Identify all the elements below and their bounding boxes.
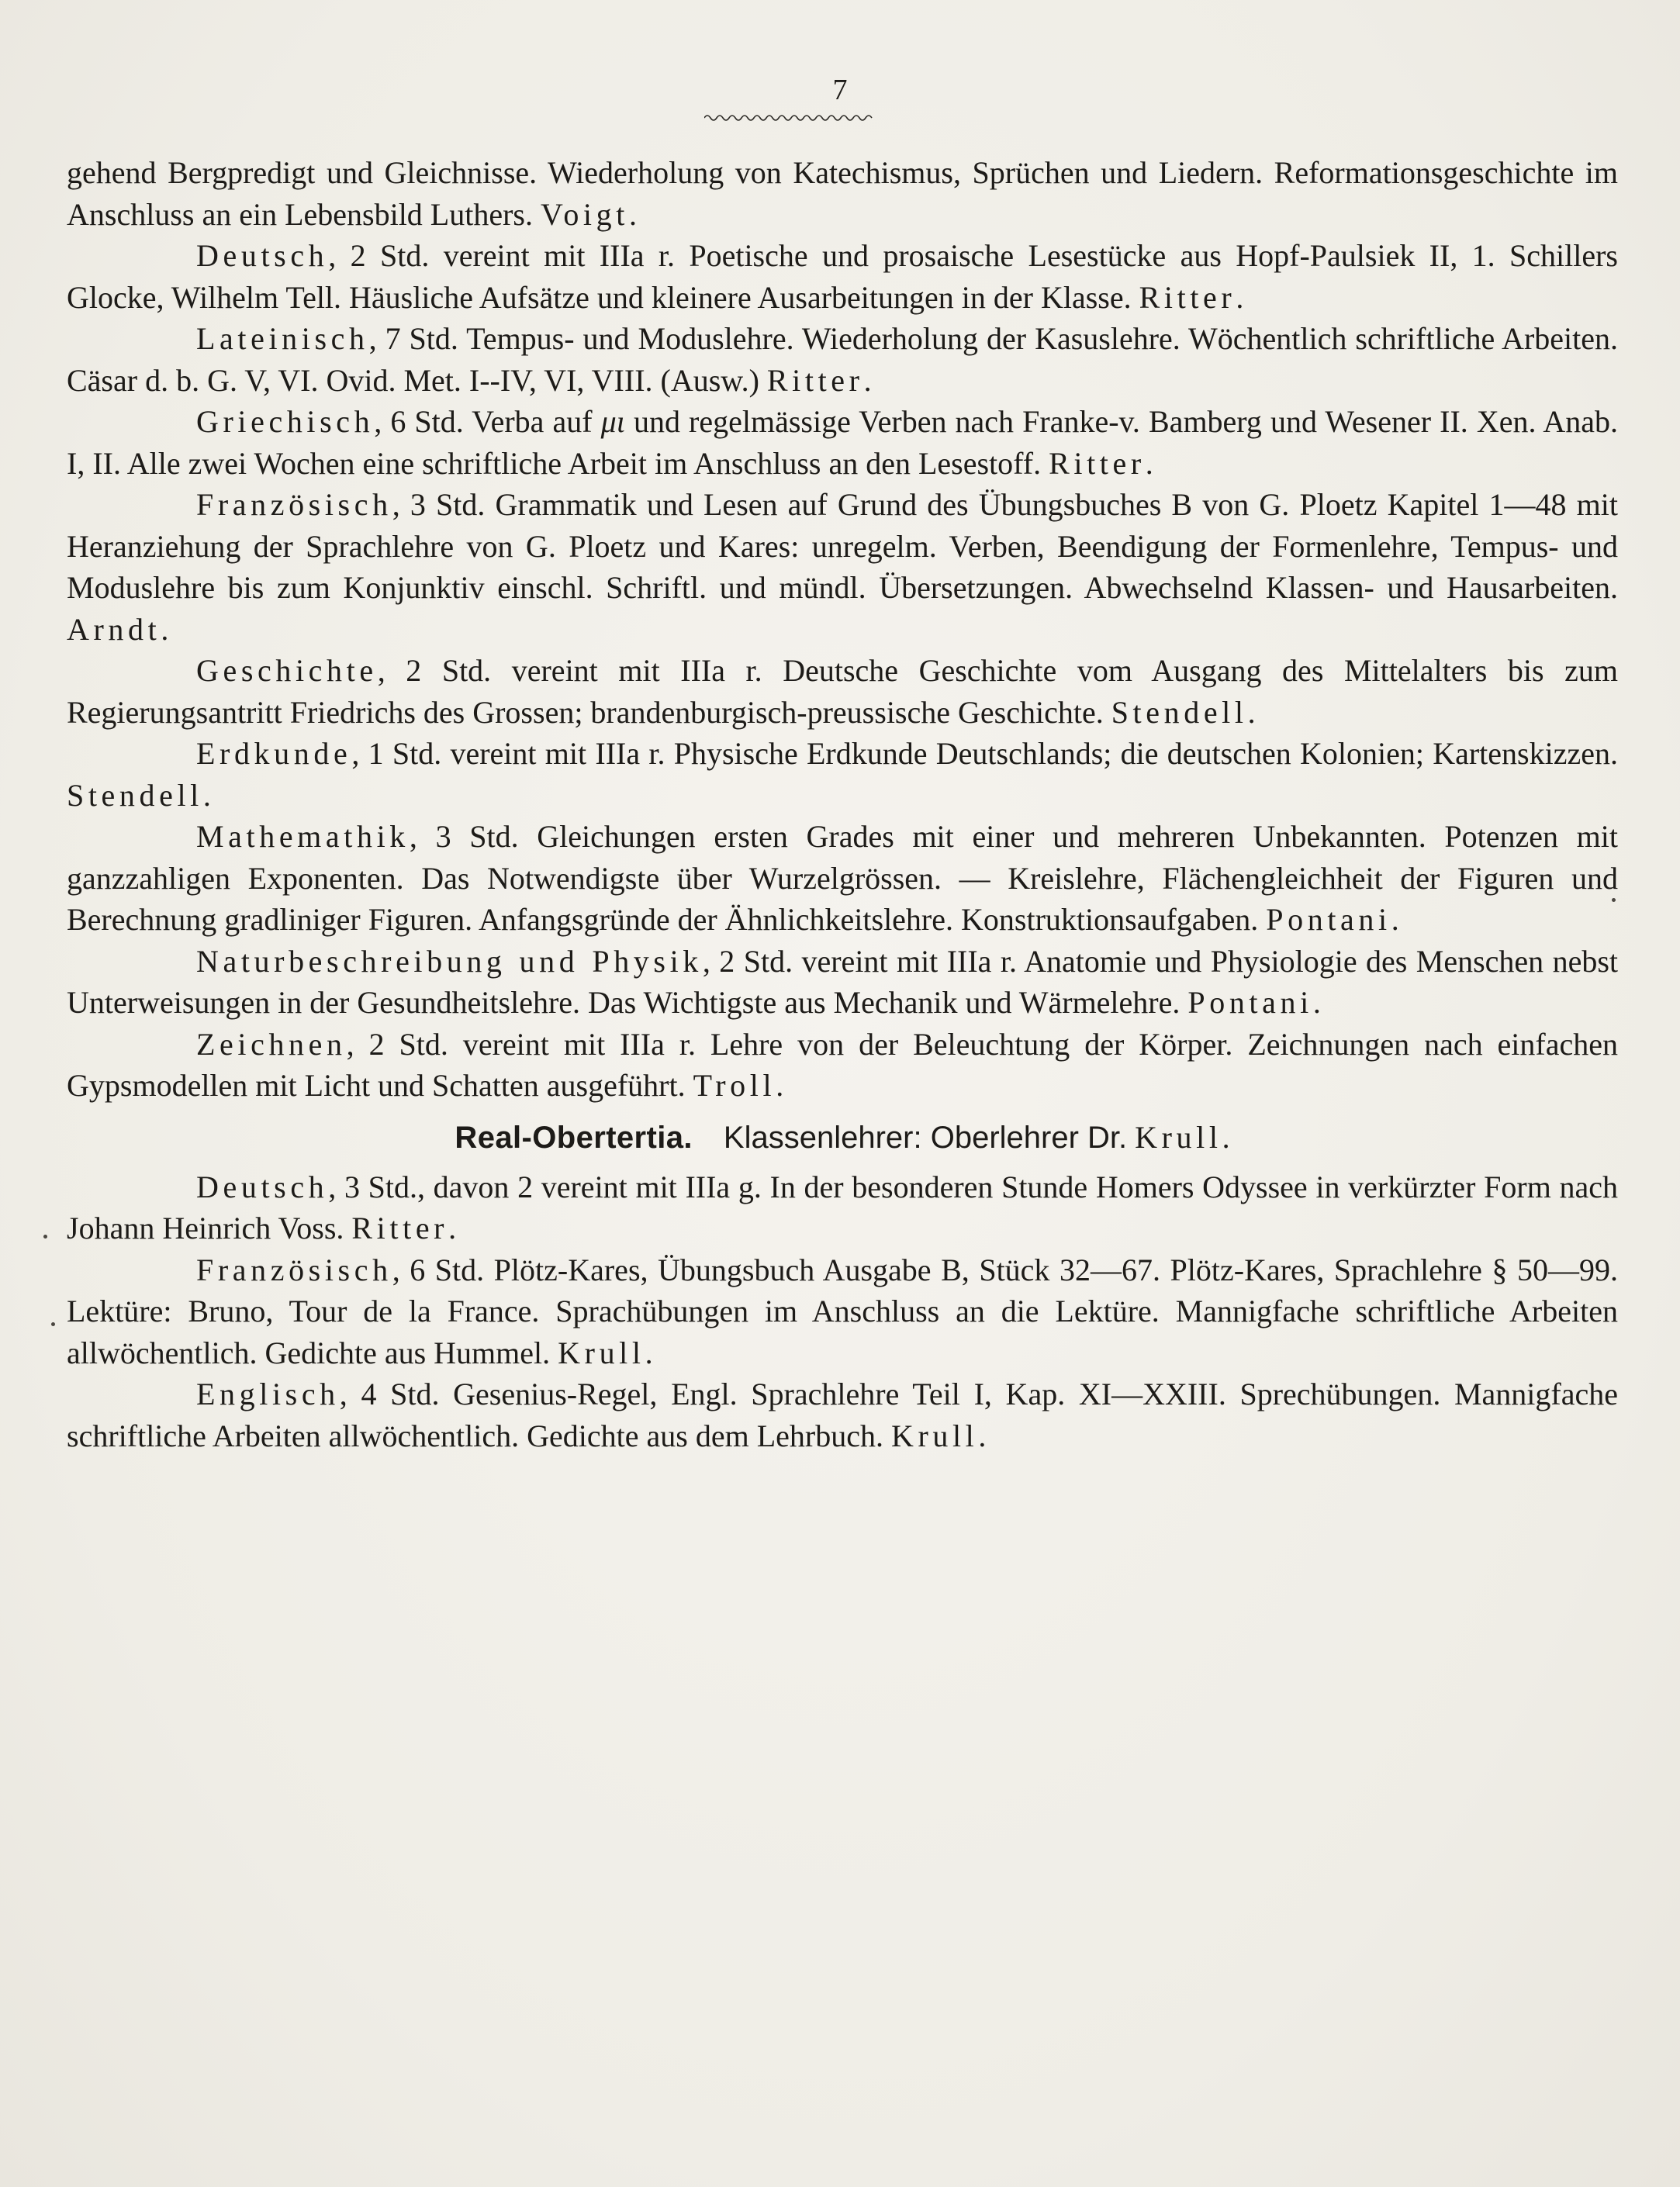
text-run: , 2 Std. vereint mit IIIa r. Anatomie und Physiologie des Menschen nebst Unterweisungen in der Gesundheitslehre. Das Wichtigste aus Mechanik und Wärmelehre. bbox=[67, 943, 1618, 1020]
text-run: , 4 Std. Gesenius-Regel, Engl. Sprachlehre Teil I, Kap. XI—XXIII. Sprechübungen. Mannigfache schriftliche Arbeiten allwöchentlich. Gedichte aus dem Lehrbuch. bbox=[67, 1377, 1618, 1453]
spaced-name: Ritter bbox=[351, 1211, 449, 1246]
spaced-name: Englisch bbox=[196, 1377, 340, 1411]
spaced-name: Stendell bbox=[67, 777, 203, 813]
speck-mark bbox=[43, 1235, 47, 1239]
text-run: , 3 Std. Gleichungen ersten Grades mit einer und mehreren Unbekannten. Potenzen mit ganzzahligen Exponenten. Das Notwendigste über Wurzelgrössen. — Kreislehre, Flächengleichheit der Figuren und Berechnung gradliniger Figuren. Anfangsgründe der Ähnlichkeitslehre. Konstruktionsaufgaben. bbox=[67, 819, 1618, 937]
spaced-name: Stendell bbox=[1111, 694, 1248, 730]
section-title: Real-Obertertia. bbox=[455, 1120, 693, 1155]
text-run: . bbox=[863, 362, 872, 398]
text-run: , 7 Std. Tempus- und Moduslehre. Wiederholung der Kasuslehre. Wöchentlich schriftliche Arbeiten. Cäsar d. b. G. V, VI. Ovid. Met. I--IV, VI, VIII. (Ausw.) bbox=[67, 321, 1618, 398]
document-body bbox=[67, 152, 1618, 1456]
class-teacher-label: Klassenlehrer: Oberlehrer Dr. bbox=[723, 1120, 1128, 1155]
class-curriculum-upper bbox=[67, 152, 1618, 1107]
paragraph-erdkunde bbox=[67, 733, 1618, 816]
greek-text: μι bbox=[600, 404, 625, 439]
spaced-name: Krull bbox=[890, 1418, 979, 1453]
text-run: , 3 Std., davon 2 vereint mit IIIa g. In der besonderen Stunde Homers Odyssee in verkürzter Form nach Johann Heinrich Voss. bbox=[67, 1169, 1618, 1246]
paragraph-religion-continued bbox=[67, 152, 1618, 235]
paragraph-deutsch bbox=[67, 235, 1618, 318]
spaced-name: Geschichte bbox=[196, 653, 378, 688]
paragraph-zeichnen bbox=[67, 1024, 1618, 1107]
spaced-name: Pontani bbox=[1187, 985, 1313, 1020]
wavy-ornament bbox=[704, 112, 873, 123]
paragraph-lateinisch bbox=[67, 318, 1618, 401]
spaced-name: Ritter bbox=[766, 362, 864, 398]
text-run: , 1 Std. vereint mit IIIa r. Physische Erdkunde Deutschlands; die deutschen Kolonien; Kartenskizzen. bbox=[351, 736, 1618, 771]
section-end: . bbox=[1222, 1119, 1230, 1155]
text-run: und regelmässige Verben nach Franke-v. Bamberg und Wesener II. Xen. Anab. I, II. Alle zwei Wochen eine schriftliche Arbeit im Anschluss an den Lesestoff. bbox=[67, 404, 1618, 481]
text-run: . bbox=[1236, 279, 1244, 315]
text-run: , 2 Std. vereint mit IIIa r. Lehre von der Beleuchtung der Körper. Zeichnungen nach einfachen Gypsmodellen mit Licht und Schatten ausgeführt. bbox=[67, 1026, 1618, 1103]
text-run: , 2 Std. vereint mit IIIa r. Deutsche Geschichte vom Ausgang des Mittelalters bis zum Regierungsantritt Friedrichs des Grossen; brandenburgisch-preussische Geschichte. bbox=[67, 653, 1618, 730]
spaced-name: Französisch bbox=[196, 487, 392, 522]
paragraph-ot-englisch bbox=[67, 1373, 1618, 1456]
text-run: , 3 Std. Grammatik und Lesen auf Grund des Übungsbuches B von G. Ploetz Kapitel 1—48 mit Heranziehung der Sprachlehre von G. Ploetz und Kares: unregelm. Verben, Beendigung der Formenlehre, Tempus- und Moduslehre bis zum Konjunktiv einschl. Schriftl. und mündl. Übersetzungen. Abwechselnd Klassen- und Hausarbeiten. bbox=[67, 487, 1618, 605]
text-run: , 6 Std. Plötz-Kares, Übungsbuch Ausgabe B, Stück 32—67. Plötz-Kares, Sprachlehre § 50—99. Lektüre: Bruno, Tour de la France. Sprachübungen im Anschluss an die Lektüre. Mannigfache schriftliche Arbeiten allwöchentlich. Gedichte aus Hummel. bbox=[67, 1252, 1618, 1370]
paragraph-geschichte bbox=[67, 650, 1618, 733]
paragraph-ot-franzoesisch bbox=[67, 1249, 1618, 1374]
page-number: 7 bbox=[832, 74, 848, 106]
paragraph-griechisch bbox=[67, 401, 1618, 484]
text-run: . bbox=[202, 777, 211, 813]
text-run: . bbox=[448, 1211, 457, 1246]
spaced-name: Naturbeschreibung und Physik bbox=[196, 943, 703, 979]
spaced-name: Deutsch bbox=[196, 1169, 329, 1204]
paragraph-franzoesisch bbox=[67, 484, 1618, 650]
spaced-name: Französisch bbox=[196, 1252, 392, 1287]
text-run: . bbox=[1312, 985, 1321, 1020]
spaced-name: Pontani bbox=[1266, 902, 1391, 937]
text-run: , 6 Std. Verba auf bbox=[374, 404, 601, 439]
text-run: . bbox=[776, 1068, 784, 1103]
spaced-name: Mathemathik bbox=[196, 819, 410, 854]
spaced-name: Erdkunde bbox=[196, 736, 352, 771]
text-run: . bbox=[978, 1418, 987, 1453]
spaced-name: Voigt bbox=[541, 196, 629, 232]
text-run: . bbox=[628, 196, 637, 232]
text-run: . bbox=[161, 611, 169, 647]
spaced-name: Deutsch bbox=[196, 238, 329, 273]
paragraph-naturbeschreibung bbox=[67, 941, 1618, 1024]
spaced-name: Ritter bbox=[1049, 445, 1146, 481]
text-run: , 2 Std. vereint mit IIIa r. Poetische und prosaische Lesestücke aus Hopf-Paulsiek II, 1. Schillers Glocke, Wilhelm Tell. Häusliche Aufsätze und kleinere Ausarbeitungen in der Klasse. bbox=[67, 238, 1618, 315]
spaced-name: Troll bbox=[693, 1068, 776, 1103]
spaced-name: Zeichnen bbox=[196, 1026, 347, 1062]
text-run: gehend Bergpredigt und Gleichnisse. Wiederholung von Katechismus, Sprüchen und Liedern. Reformationsgeschichte im Anschluss an ein Lebensbild Luthers. bbox=[67, 155, 1618, 232]
speck-mark bbox=[1612, 898, 1616, 902]
spaced-name: Ritter bbox=[1139, 279, 1236, 315]
text-run: . bbox=[645, 1335, 653, 1370]
speck-mark bbox=[51, 1322, 55, 1326]
section-heading bbox=[67, 1118, 1618, 1158]
text-run: . bbox=[1247, 694, 1256, 730]
spaced-name: Krull bbox=[558, 1335, 645, 1370]
spaced-name: Arndt bbox=[67, 611, 161, 647]
class-curriculum-obertertia bbox=[67, 1166, 1618, 1457]
text-run: . bbox=[1391, 902, 1399, 937]
spaced-name: Lateinisch bbox=[196, 321, 369, 356]
spaced-name: Griechisch bbox=[196, 404, 375, 439]
class-teacher-name: Krull bbox=[1135, 1119, 1222, 1155]
paragraph-mathematik bbox=[67, 816, 1618, 941]
paragraph-ot-deutsch bbox=[67, 1166, 1618, 1249]
text-run: . bbox=[1145, 445, 1153, 481]
